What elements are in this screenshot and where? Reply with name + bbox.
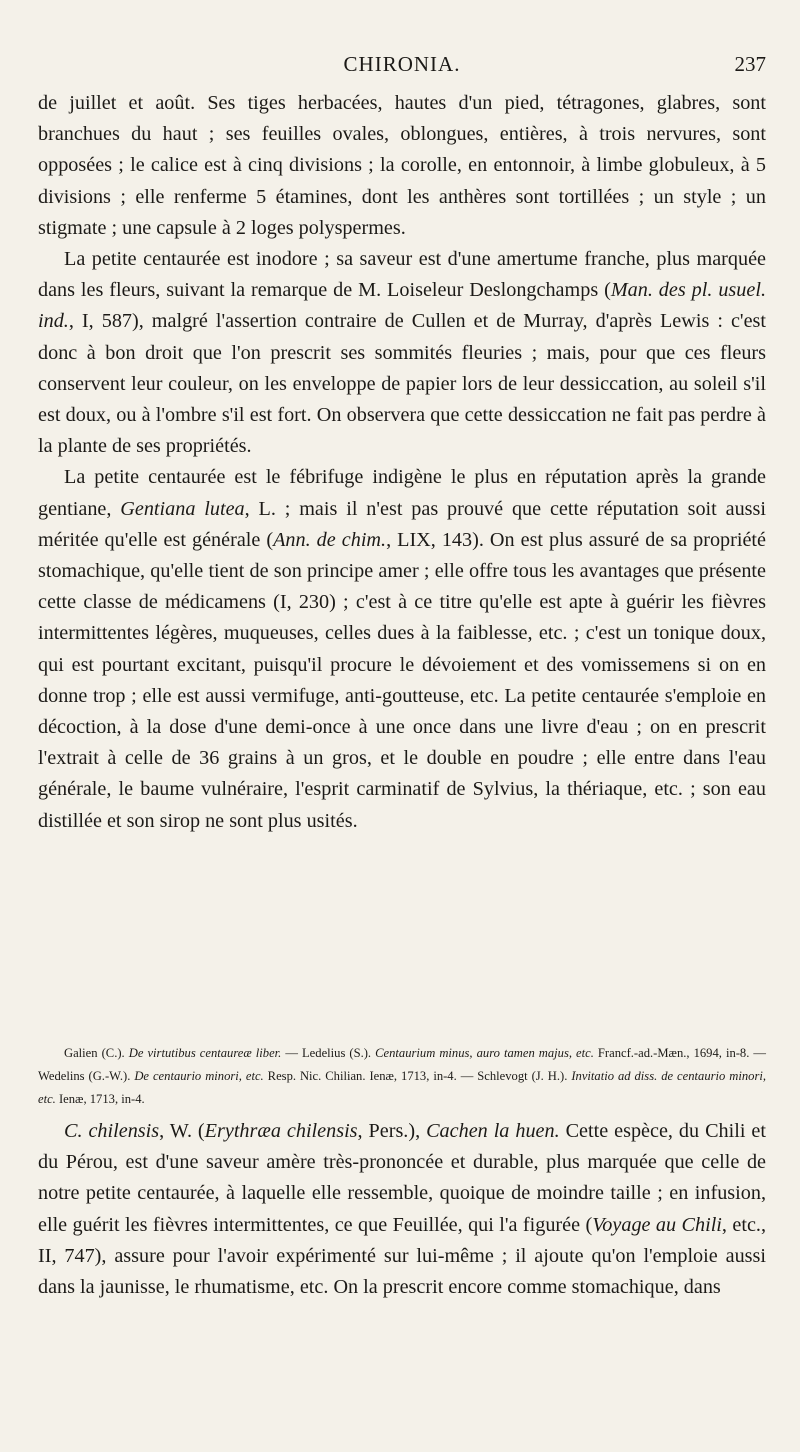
ref-text: Galien (C.). — [64, 1046, 129, 1060]
paragraph-continuation — [38, 88, 766, 244]
page-header — [38, 52, 766, 86]
synonym-name: Erythræa chilensis — [204, 1120, 358, 1142]
ref-title: Invitatio ad diss. de centaurio minori, etc. — [38, 1069, 767, 1106]
references — [38, 1042, 766, 1111]
paragraph-text: de juillet et août. Ses tiges herbacées, hautes d'un pied, tétragones, glabres, sont branchues du haut ; ses feuilles ovales, oblongues, entières, à trois nervures, sont opposées ; le calice est à cinq divisions ; la corolle, en entonnoir, à limbe globuleux, à 5 divisions ; elle renferme 5 étamines, dont les anthères sont tortillées ; un style ; un stigmate ; une capsule à 2 loges polyspermes. — [38, 92, 766, 239]
paragraph-febrifuge — [38, 462, 766, 836]
bibliography-notes — [38, 1042, 766, 1111]
main-text — [38, 88, 766, 837]
paragraph-text: La petite centaurée est inodore ; sa saveur est d'une amertume franche, plus marquée dans les fleurs, suivant la remarque de M. Loiseleur Deslongchamps ( — [38, 248, 766, 302]
ref-text: — Ledelius (S.). — [281, 1046, 376, 1060]
citation-title: Man. des pl. usuel. ind. — [38, 279, 766, 333]
synonym-author: , Pers.), — [357, 1120, 427, 1142]
common-name: Cachen la huen. — [426, 1120, 560, 1142]
ref-text: Ienæ, 1713, in-4. — [55, 1092, 145, 1106]
species-name: Gentiana lutea — [120, 497, 245, 520]
paragraph-chilensis — [38, 1116, 766, 1303]
species-author: , W. ( — [159, 1120, 205, 1142]
paragraph-text: , L. ; mais il n'est pas prouvé que cette réputation soit aussi méritée qu'elle est générale ( — [38, 497, 766, 551]
paragraph-text: Cette espèce, du Chili et du Pérou, est d'une saveur amère très-prononcée et durable, plus marquée que celle de notre petite centaurée, à laquelle elle ressemble, quoique de moindre taille ; en infusion, elle guérit les fièvres intermittentes, ce que Feuillée, qui l'a figurée ( — [38, 1120, 766, 1236]
species-name: C. chilensis — [64, 1120, 160, 1142]
ref-text: Resp. Nic. Chilian. Ienæ, 1713, in-4. — Schlevogt (J. H.). — [263, 1069, 572, 1083]
paragraph-taste — [38, 244, 766, 462]
paragraph-text: , I, 587), malgré l'assertion contraire de Cullen et de Murray, d'après Lewis : c'est donc à bon droit que l'on prescrit ses sommités fleuries ; mais, pour que ces fleurs conservent leur couleur, on les enveloppe de papier lors de leur dessiccation, au soleil s'il est doux, ou à l'ombre s'il est fort. On observera que cette dessiccation ne fait pas perdre à la plante de ses propriétés. — [38, 310, 766, 458]
paragraph-text: , LIX, 143). On est plus assuré de sa propriété stomachique, qu'elle tient de son principe amer ; elle offre tous les avantages que présente cette classe de médicamens (I, 230) ; c'est à ce titre qu'elle est apte à guérir les fièvres intermittentes légères, muqueuses, celles dues à la faiblesse, etc. ; c'est un tonique doux, qui est pourtant excitant, puisqu'il procure le dévoiement et des vomissemens si on en donne trop ; elle est aussi vermifuge, anti-goutteuse, etc. La petite centaurée s'emploie en décoction, à la dose d'une demi-once à une once dans une livre d'eau ; on en prescrit l'extrait à celle de 36 grains à un gros, et le double en poudre ; elle entre dans l'eau générale, le baume vulnéraire, l'esprit carminatif de Sylvius, la thériaque, etc. ; son eau distillée et son sirop ne sont plus usités. — [38, 528, 766, 832]
page-number: 237 — [734, 52, 766, 76]
ref-title: De virtutibus centaureæ liber. — [128, 1046, 282, 1060]
ref-text: Francf.-ad.-Mæn., 1694, in-8. — Wedelins (G.-W.). — [38, 1046, 767, 1083]
ref-title: De centaurio minori, etc. — [134, 1069, 264, 1083]
citation-title: Ann. de chim. — [273, 528, 387, 551]
running-title: CHIRONIA. — [343, 52, 461, 76]
citation-title: Voyage au Chili — [592, 1213, 722, 1236]
ref-title: Centaurium minus, auro tamen majus, etc. — [375, 1046, 594, 1060]
paragraph-text: La petite centaurée est le fébrifuge indigène le plus en réputation après la grande gentiane, — [38, 466, 766, 520]
paragraph-text: , etc., II, 747), assure pour l'avoir expérimenté sur lui-même ; il ajoute qu'on l'emploie aussi dans la jaunisse, le rhumatisme, etc. On la prescrit encore comme stomachique, dans — [38, 1213, 767, 1299]
species-entry — [38, 1116, 766, 1303]
